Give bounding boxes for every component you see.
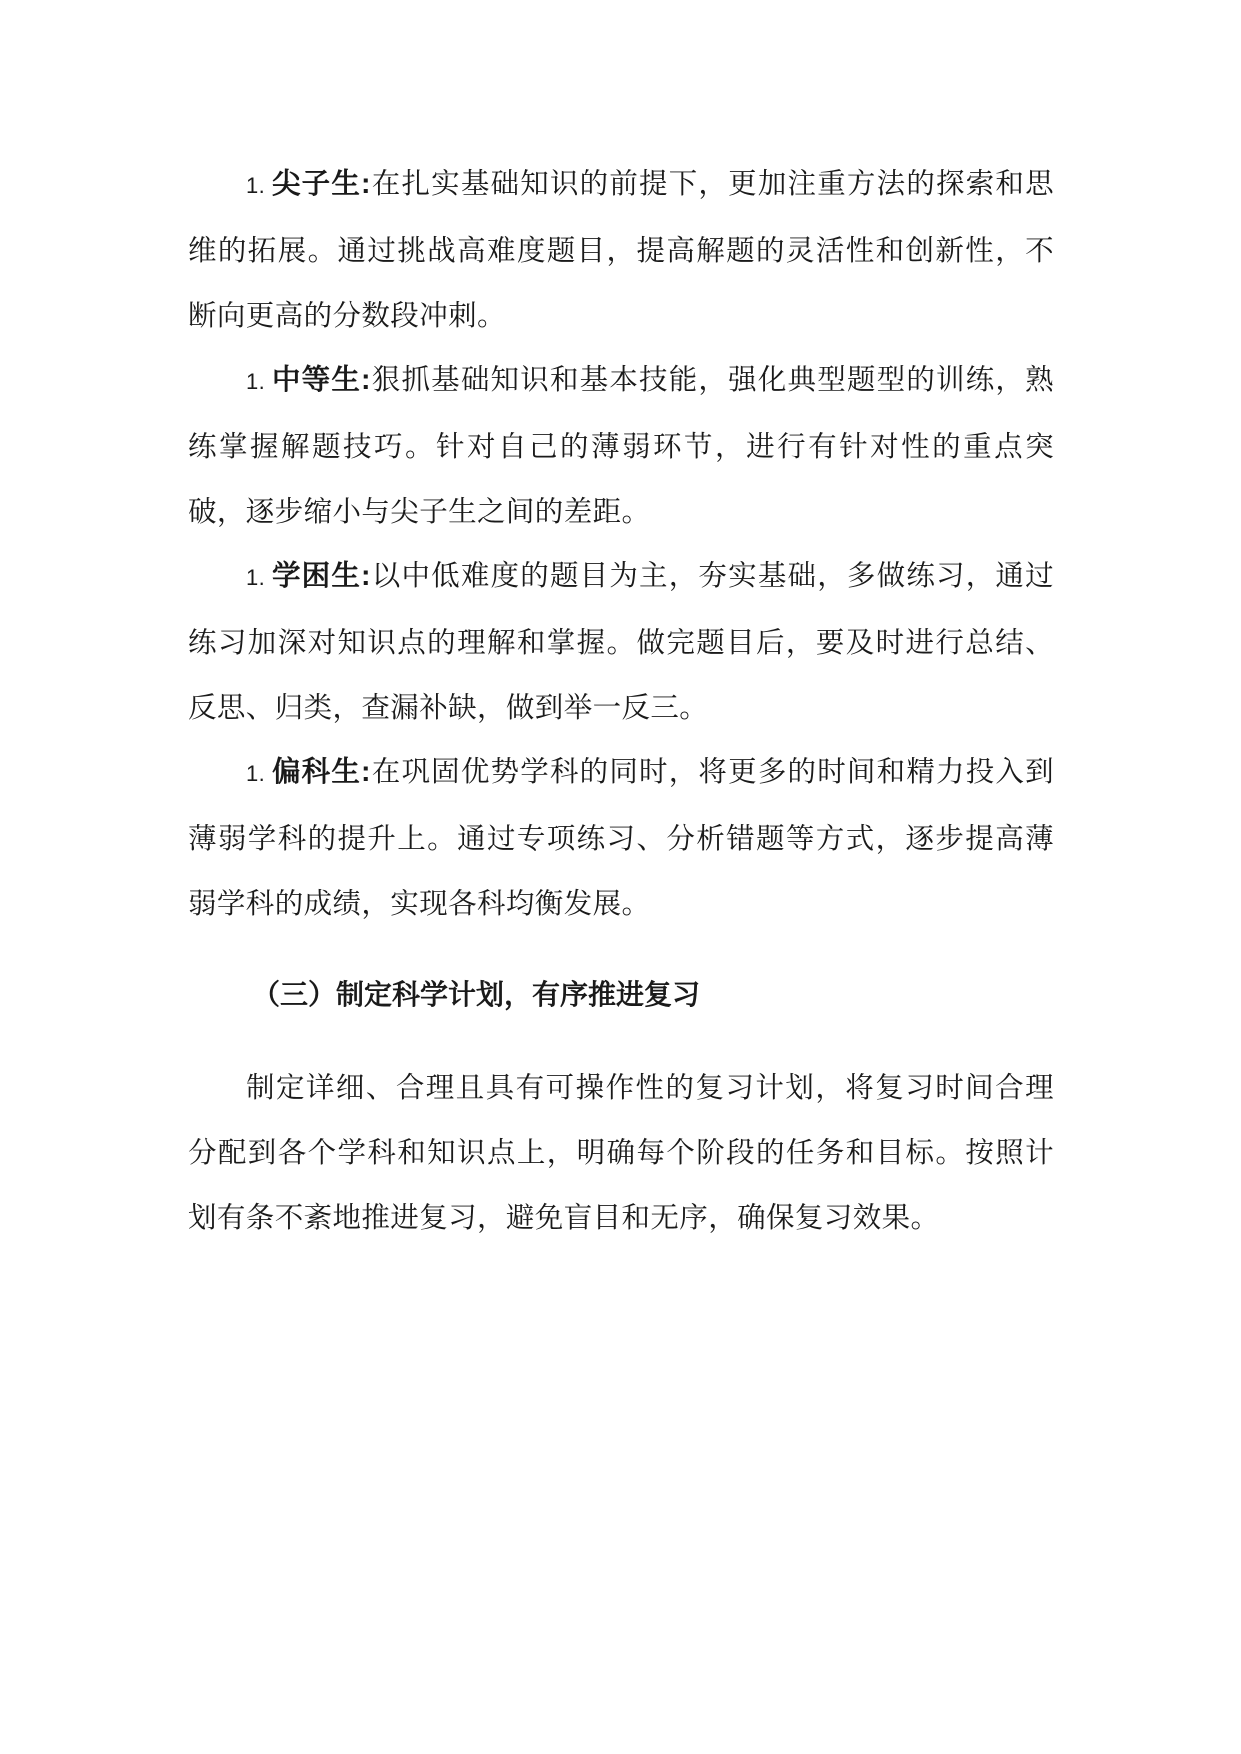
list-item-number: 1.	[246, 761, 266, 786]
list-item-text: 在扎实基础知识的前提下，更加注重方法的探索和思维的拓展。通过挑战高难度题目，提高解题的灵活性和创新性，不断向更高的分数段冲刺。	[188, 167, 1055, 332]
list-item-number: 1.	[246, 369, 266, 394]
list-item-struggling-students	[188, 543, 1054, 740]
list-item-unbalanced-students	[188, 739, 1054, 936]
list-item-text: 在巩固优势学科的同时，将更多的时间和精力投入到薄弱学科的提升上。通过专项练习、分析错题等方式，逐步提高薄弱学科的成绩，实现各科均衡发展。	[188, 755, 1055, 920]
list-item-number: 1.	[246, 565, 266, 590]
list-item-term: 偏科生:	[271, 756, 371, 788]
list-item-text: 狠抓基础知识和基本技能，强化典型题型的训练，熟练掌握解题技巧。针对自己的薄弱环节，进行有针对性的重点突破，逐步缩小与尖子生之间的差距。	[188, 363, 1055, 528]
list-item-top-students	[188, 151, 1054, 348]
section-body-paragraph: 制定详细、合理且具有可操作性的复习计划，将复习时间合理分配到各个学科和知识点上，明确每个阶段的任务和目标。按照计划有条不紊地推进复习，避免盲目和无序，确保复习效果。	[188, 1071, 1054, 1234]
list-item-term: 尖子生:	[271, 168, 371, 200]
list-item-term: 学困生:	[271, 560, 371, 592]
list-item-term: 中等生:	[271, 364, 371, 396]
list-item-average-students	[188, 347, 1054, 544]
list-item-text: 以中低难度的题目为主，夯实基础，多做练习，通过练习加深对知识点的理解和掌握。做完题目后，要及时进行总结、反思、归类，查漏补缺，做到举一反三。	[188, 559, 1055, 724]
list-item-number: 1.	[246, 173, 266, 198]
section-heading: （三）制定科学计划，有序推进复习	[252, 979, 701, 1010]
